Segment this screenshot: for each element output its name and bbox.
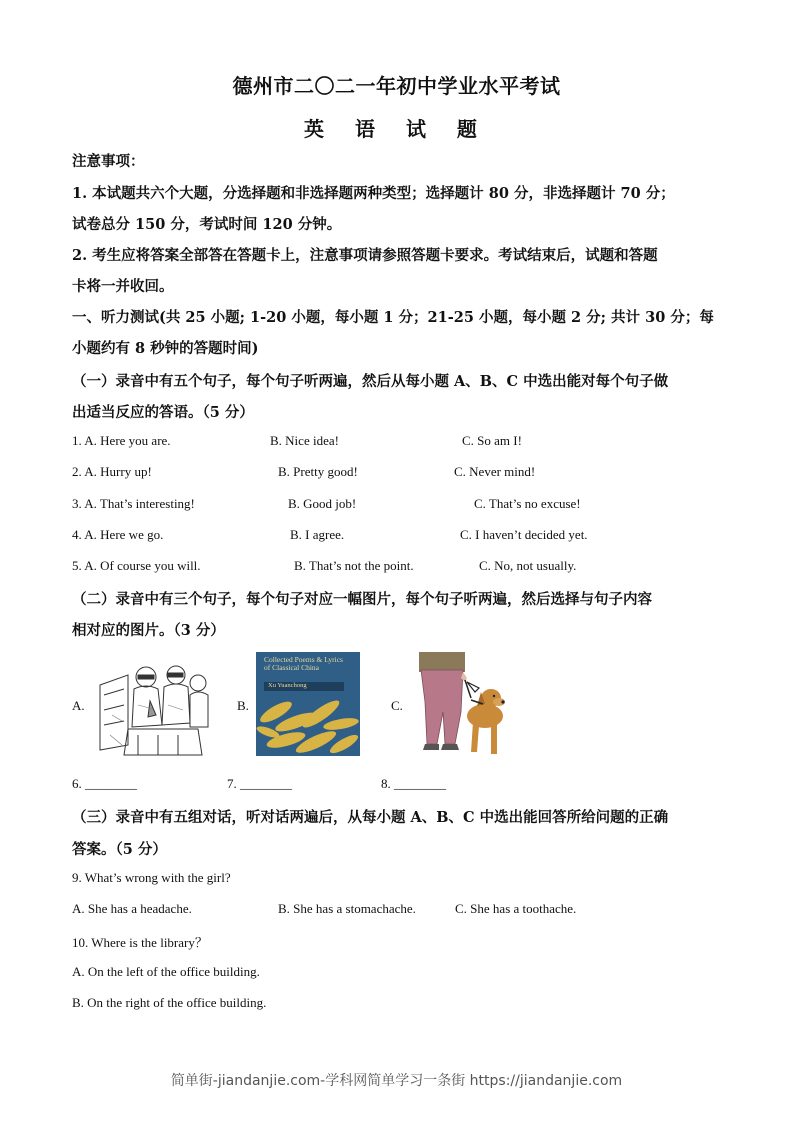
q9-option-b: B. She has a stomachache. bbox=[278, 901, 416, 916]
answer-blank-8[interactable]: 8. ________ bbox=[381, 776, 446, 791]
note-1-line1: 1. 本试题共六个大题，分选择题和非选择题两种类型；选择题计 80 分，非选择题计 70 分； bbox=[72, 185, 675, 202]
q3-option-b: B. Good job! bbox=[288, 496, 357, 511]
q2-option-c: C. Never mind! bbox=[454, 464, 536, 479]
book-title-line1: Collected Poems & Lyrics bbox=[264, 655, 343, 664]
book-title-line2: of Classical China bbox=[264, 663, 319, 672]
q9-question: 9. What’s wrong with the girl? bbox=[72, 870, 231, 885]
q1-option-c: C. So am I! bbox=[462, 433, 522, 448]
note-1-line2: 试卷总分 150 分，考试时间 120 分钟。 bbox=[72, 216, 342, 233]
part1-heading-line2: 小题约有 8 秒钟的答题时间) bbox=[72, 340, 259, 357]
section3-heading-line2: 答案。（5 分） bbox=[72, 841, 167, 858]
section1-heading-line2: 出适当反应的答语。（5 分） bbox=[72, 404, 254, 421]
answer-blank-6[interactable]: 6. ________ bbox=[72, 776, 137, 791]
notes-heading: 注意事项： bbox=[72, 153, 145, 170]
q1-option-b: B. Nice idea! bbox=[270, 433, 339, 448]
section1-heading-line1: （一）录音中有五个句子，每个句子听两遍，然后从每小题 A、B、C 中选出能对每个句子做 bbox=[72, 373, 669, 390]
q4-option-b: B. I agree. bbox=[290, 527, 345, 542]
section2-heading-line2: 相对应的图片。（3 分） bbox=[72, 622, 225, 639]
picture-a-label: A. bbox=[72, 698, 85, 713]
q10-question: 10. Where is the library？ bbox=[72, 935, 208, 950]
section2-heading-line1: （二）录音中有三个句子，每个句子对应一幅图片，每个句子听两遍，然后选择与句子内容 bbox=[72, 591, 652, 608]
guide-dog-picture bbox=[415, 652, 511, 762]
q4-option-a: 4. A. Here we go. bbox=[72, 527, 164, 542]
exam-title: 德州市二〇二一年初中学业水平考试 bbox=[232, 74, 561, 98]
q10-option-b: B. On the right of the office building. bbox=[72, 995, 267, 1010]
q5-option-b: B. That’s not the point. bbox=[294, 558, 414, 573]
poetry-book-picture bbox=[256, 652, 360, 756]
exam-subtitle: 英 语 试 题 bbox=[304, 117, 489, 141]
q9-option-c: C. She has a toothache. bbox=[455, 901, 577, 916]
q3-option-c: C. That’s no excuse! bbox=[474, 496, 581, 511]
answer-blank-7[interactable]: 7. ________ bbox=[227, 776, 292, 791]
q5-option-a: 5. A. Of course you will. bbox=[72, 558, 201, 573]
footer-watermark: 简单街-jiandanjie.com-学科网简单学习一条街 https://jiandanjie.com bbox=[170, 1073, 623, 1089]
picture-b-label: B. bbox=[237, 698, 249, 713]
q9-option-a: A. She has a headache. bbox=[72, 901, 192, 916]
cinema-audience-picture bbox=[98, 655, 210, 760]
q4-option-c: C. I haven’t decided yet. bbox=[460, 527, 588, 542]
q2-option-b: B. Pretty good! bbox=[278, 464, 358, 479]
picture-c-label: C. bbox=[391, 698, 403, 713]
part1-heading-line1: 一、听力测试(共 25 小题; 1-20 小题，每小题 1 分；21-25 小题，每小题 2 分; 共计 30 分；每 bbox=[72, 309, 714, 326]
q5-option-c: C. No, not usually. bbox=[479, 558, 577, 573]
q1-option-a: 1. A. Here you are. bbox=[72, 433, 171, 448]
q3-option-a: 3. A. That’s interesting! bbox=[72, 496, 195, 511]
book-author: Xu Yuanchong bbox=[268, 682, 307, 689]
q2-option-a: 2. A. Hurry up! bbox=[72, 464, 152, 479]
section3-heading-line1: （三）录音中有五组对话，听对话两遍后，从每小题 A、B、C 中选出能回答所给问题的正确 bbox=[72, 809, 669, 826]
note-2-line1: 2. 考生应将答案全部答在答题卡上，注意事项请参照答题卡要求。考试结束后，试题和答题 bbox=[72, 247, 658, 264]
note-2-line2: 卡将一并收回。 bbox=[72, 278, 174, 295]
q10-option-a: A. On the left of the office building. bbox=[72, 964, 260, 979]
